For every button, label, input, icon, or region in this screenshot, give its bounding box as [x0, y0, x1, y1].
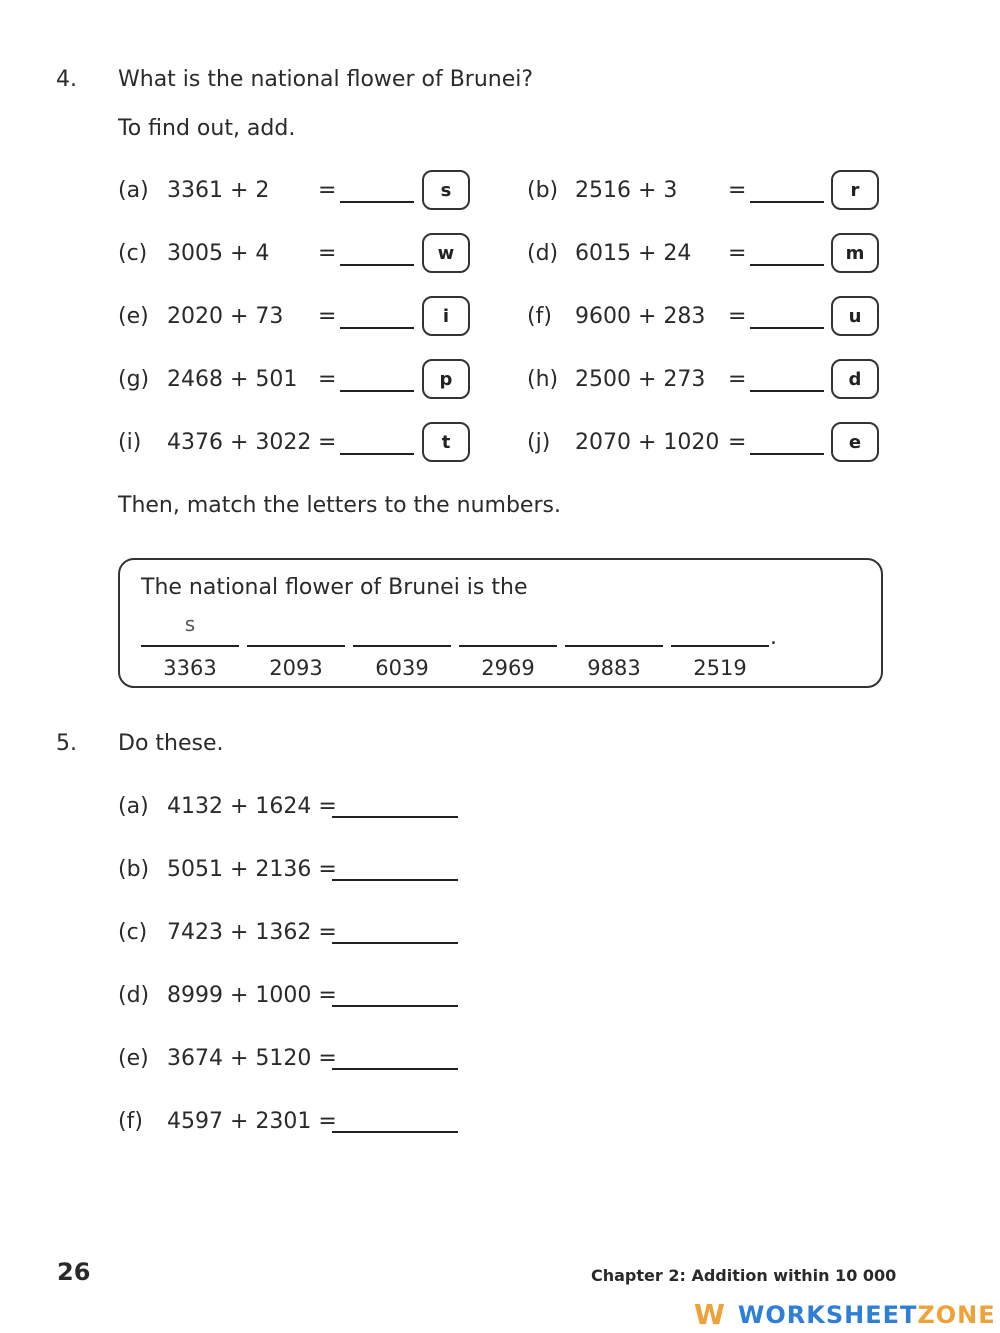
equals-sign: =: [318, 241, 337, 266]
item-expression: 2020 + 73: [167, 304, 284, 329]
slot-number: 2093: [269, 656, 323, 680]
answer-panel-text: The national flower of Brunei is the: [141, 575, 528, 600]
item-expression: 3005 + 4: [167, 241, 270, 266]
item-expression: 2468 + 501: [167, 367, 298, 392]
slot-blank[interactable]: [565, 645, 663, 647]
slot-number: 9883: [587, 656, 641, 680]
item-label: (a): [118, 178, 149, 203]
item-label: (b): [118, 857, 150, 882]
logo-text-worksheet: WORKSHEET: [737, 1300, 918, 1329]
item-expression: 4597 + 2301 =: [167, 1109, 337, 1134]
item-label: (c): [118, 920, 148, 945]
worksheetzone-logo: [694, 1298, 996, 1331]
item-expression: 3674 + 5120 =: [167, 1046, 337, 1071]
answer-blank[interactable]: [750, 390, 824, 392]
answer-blank[interactable]: [750, 453, 824, 455]
logo-text-zone: ZONE: [917, 1300, 996, 1329]
slot-blank[interactable]: [671, 645, 769, 647]
answer-panel: [118, 558, 883, 688]
equals-sign: =: [318, 178, 337, 203]
slot-number: 2519: [693, 656, 747, 680]
item-expression: 6015 + 24: [575, 241, 692, 266]
page-number: 26: [57, 1258, 91, 1286]
equals-sign: =: [728, 178, 747, 203]
letter-box: m: [831, 233, 879, 273]
equals-sign: =: [728, 241, 747, 266]
letter-box: i: [422, 296, 470, 336]
letter-box: e: [831, 422, 879, 462]
letter-box: d: [831, 359, 879, 399]
answer-blank[interactable]: [340, 264, 414, 266]
answer-blank[interactable]: [750, 264, 824, 266]
chapter-title: Chapter 2: Addition within 10 000: [591, 1266, 897, 1285]
item-label: (c): [118, 241, 148, 266]
slot-blank[interactable]: [353, 645, 451, 647]
match-instruction: Then, match the letters to the numbers.: [118, 493, 561, 518]
item-label: (f): [527, 304, 552, 329]
answer-blank[interactable]: [750, 201, 824, 203]
item-expression: 2516 + 3: [575, 178, 678, 203]
letter-box: r: [831, 170, 879, 210]
item-expression: 9600 + 283: [575, 304, 706, 329]
slot-number: 3363: [163, 656, 217, 680]
slot-blank[interactable]: [459, 645, 557, 647]
item-expression: 2070 + 1020: [575, 430, 720, 455]
answer-blank[interactable]: [332, 942, 458, 944]
answer-blank[interactable]: [332, 1068, 458, 1070]
item-expression: 7423 + 1362 =: [167, 920, 337, 945]
answer-blank[interactable]: [340, 453, 414, 455]
equals-sign: =: [728, 304, 747, 329]
equals-sign: =: [318, 367, 337, 392]
question-5-instruction: Do these.: [118, 731, 224, 756]
letter-box: t: [422, 422, 470, 462]
answer-blank[interactable]: [340, 327, 414, 329]
sentence-period: .: [770, 625, 777, 650]
item-label: (i): [118, 430, 142, 455]
answer-blank[interactable]: [332, 1005, 458, 1007]
equals-sign: =: [318, 430, 337, 455]
item-expression: 4376 + 3022: [167, 430, 312, 455]
item-expression: 2500 + 273: [575, 367, 706, 392]
item-label: (j): [527, 430, 551, 455]
slot-number: 2969: [481, 656, 535, 680]
item-label: (a): [118, 794, 149, 819]
item-label: (h): [527, 367, 559, 392]
answer-blank[interactable]: [340, 201, 414, 203]
answer-blank[interactable]: [750, 327, 824, 329]
answer-blank[interactable]: [332, 816, 458, 818]
answer-blank[interactable]: [340, 390, 414, 392]
slot-number: 6039: [375, 656, 429, 680]
item-expression: 4132 + 1624 =: [167, 794, 337, 819]
item-expression: 8999 + 1000 =: [167, 983, 337, 1008]
logo-w-icon: W: [694, 1298, 726, 1331]
item-expression: 3361 + 2: [167, 178, 270, 203]
letter-box: w: [422, 233, 470, 273]
equals-sign: =: [728, 367, 747, 392]
item-label: (f): [118, 1109, 143, 1134]
equals-sign: =: [728, 430, 747, 455]
question-4-number: 4.: [56, 67, 77, 92]
slot-blank[interactable]: [141, 645, 239, 647]
question-5-number: 5.: [56, 731, 77, 756]
item-label: (e): [118, 1046, 149, 1071]
item-label: (d): [527, 241, 559, 266]
item-label: (e): [118, 304, 149, 329]
answer-blank[interactable]: [332, 879, 458, 881]
question-4-instruction: To find out, add.: [118, 116, 296, 141]
letter-box: s: [422, 170, 470, 210]
item-expression: 5051 + 2136 =: [167, 857, 337, 882]
item-label: (g): [118, 367, 150, 392]
answer-blank[interactable]: [332, 1131, 458, 1133]
slot-blank[interactable]: [247, 645, 345, 647]
item-label: (b): [527, 178, 559, 203]
equals-sign: =: [318, 304, 337, 329]
question-4-text: What is the national flower of Brunei?: [118, 67, 534, 92]
slot-letter: s: [184, 612, 196, 636]
item-label: (d): [118, 983, 150, 1008]
letter-box: p: [422, 359, 470, 399]
letter-box: u: [831, 296, 879, 336]
